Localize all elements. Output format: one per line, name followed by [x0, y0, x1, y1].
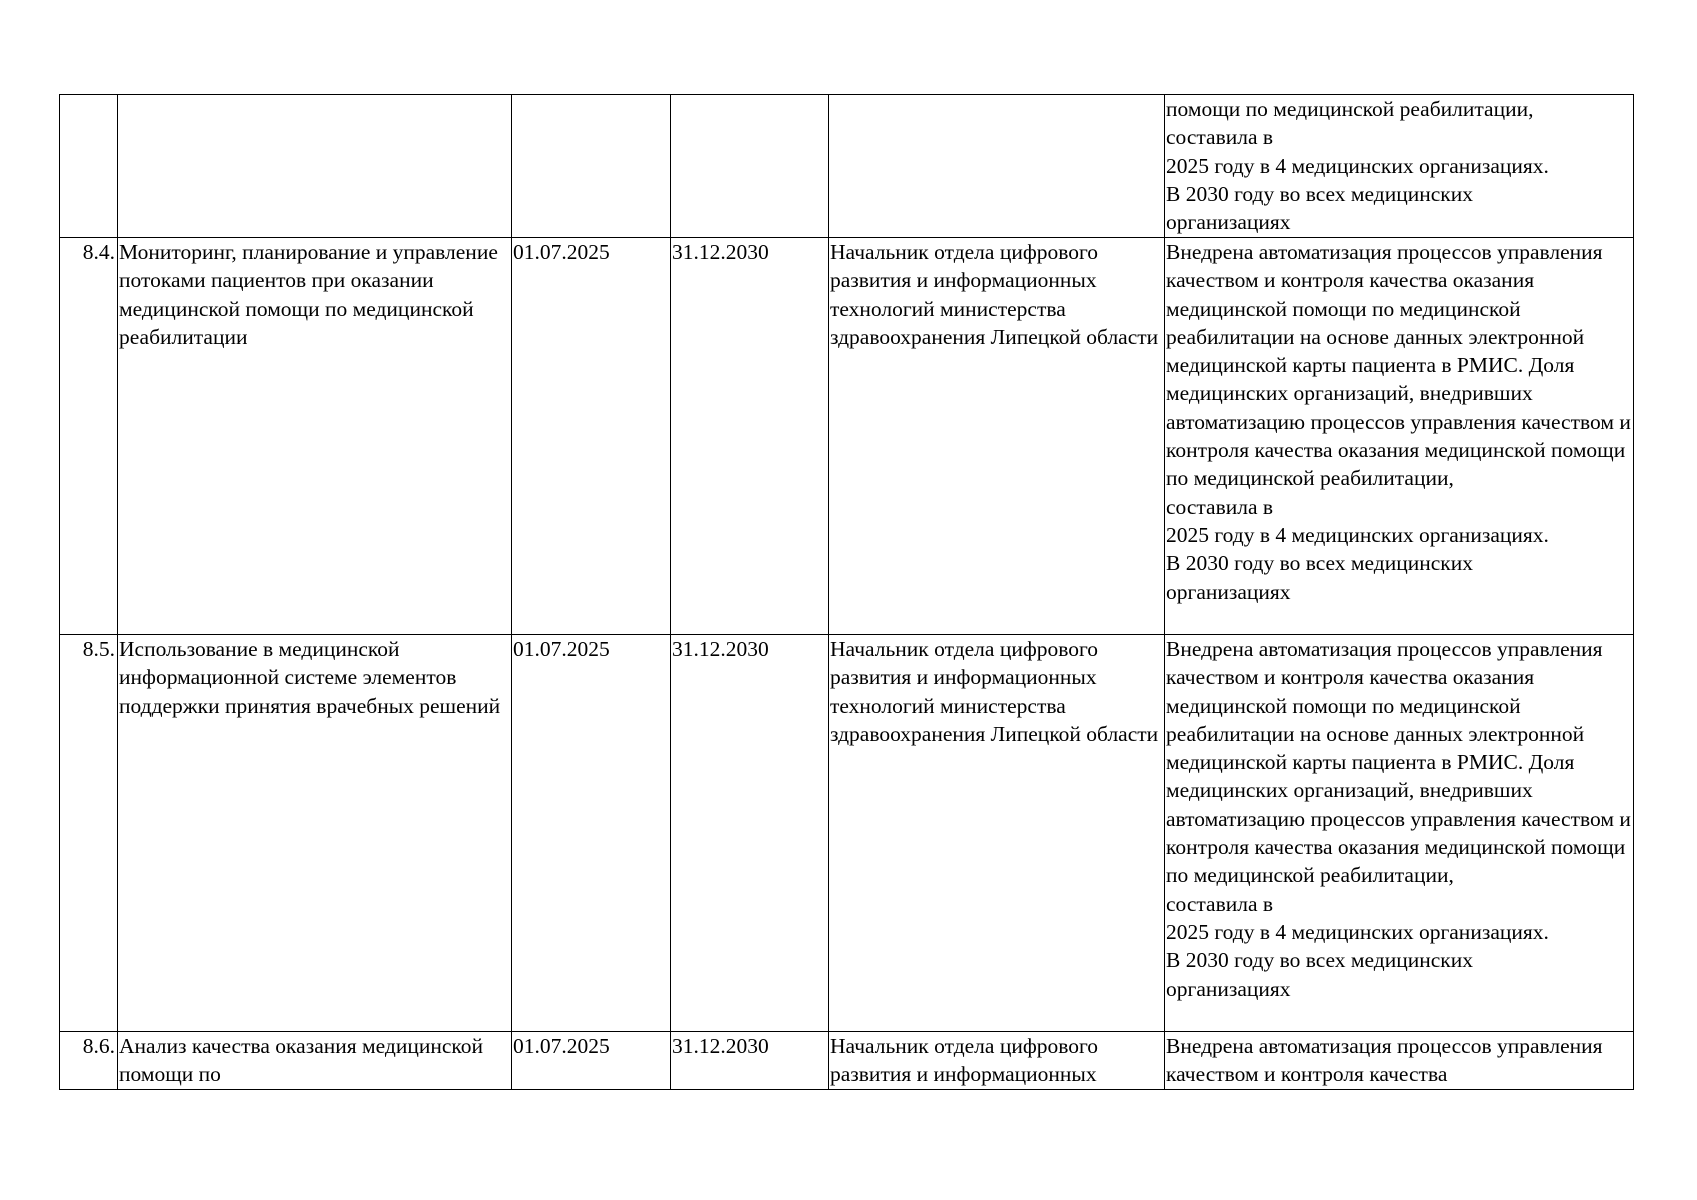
table-row-partial [60, 1032, 1634, 1090]
end-date-cell: 31.12.2030 [671, 635, 829, 1032]
table-row [60, 238, 1634, 635]
responsible-cell: Начальник отдела цифрового развития и информационных технологий министерства здравоохранения Липецкой области [829, 635, 1165, 1032]
row-number: 8.5. [60, 635, 118, 1032]
event-cell: Анализ качества оказания медицинской помощи по [118, 1032, 512, 1090]
event-cell: Мониторинг, планирование и управление потоками пациентов при оказании медицинской помощи по медицинской реабилитации [118, 238, 512, 635]
row-number: 8.6. [60, 1032, 118, 1090]
result-cell: Внедрена автоматизация процессов управления качеством и контроля качества оказания медицинской помощи по медицинской реабилитации на основе данных электронной медицинской карты пациента в РМИС. Доля медицинских организаций, внедривших автоматизацию процессов управления качеством и контроля качества оказания медицинской помощи по медицинской реабилитации, составила в 2025 году в 4 медицинских организациях. В 2030 году во всех медицинских организациях [1165, 635, 1634, 1032]
result-cell: помощи по медицинской реабилитации, составила в 2025 году в 4 медицинских организациях. В 2030 году во всех медицинских организациях [1165, 95, 1634, 238]
result-cell: Внедрена автоматизация процессов управления качеством и контроля качества [1165, 1032, 1634, 1090]
table-row-continuation [60, 95, 1634, 238]
end-date-cell: 31.12.2030 [671, 1032, 829, 1090]
responsible-cell: Начальник отдела цифрового развития и информационных технологий министерства здравоохранения Липецкой области [829, 238, 1165, 635]
event-cell: Использование в медицинской информационной системе элементов поддержки принятия врачебных решений [118, 635, 512, 1032]
event-cell [118, 95, 512, 238]
start-date-cell: 01.07.2025 [512, 238, 671, 635]
responsible-cell [829, 95, 1165, 238]
table-row [60, 635, 1634, 1032]
plan-table [59, 94, 1634, 1090]
responsible-cell: Начальник отдела цифрового развития и информационных [829, 1032, 1165, 1090]
end-date-cell: 31.12.2030 [671, 238, 829, 635]
start-date-cell [512, 95, 671, 238]
start-date-cell: 01.07.2025 [512, 1032, 671, 1090]
end-date-cell [671, 95, 829, 238]
row-number: 8.4. [60, 238, 118, 635]
start-date-cell: 01.07.2025 [512, 635, 671, 1032]
row-number [60, 95, 118, 238]
result-cell: Внедрена автоматизация процессов управления качеством и контроля качества оказания медицинской помощи по медицинской реабилитации на основе данных электронной медицинской карты пациента в РМИС. Доля медицинских организаций, внедривших автоматизацию процессов управления качеством и контроля качества оказания медицинской помощи по медицинской реабилитации, составила в 2025 году в 4 медицинских организациях. В 2030 году во всех медицинских организациях [1165, 238, 1634, 635]
